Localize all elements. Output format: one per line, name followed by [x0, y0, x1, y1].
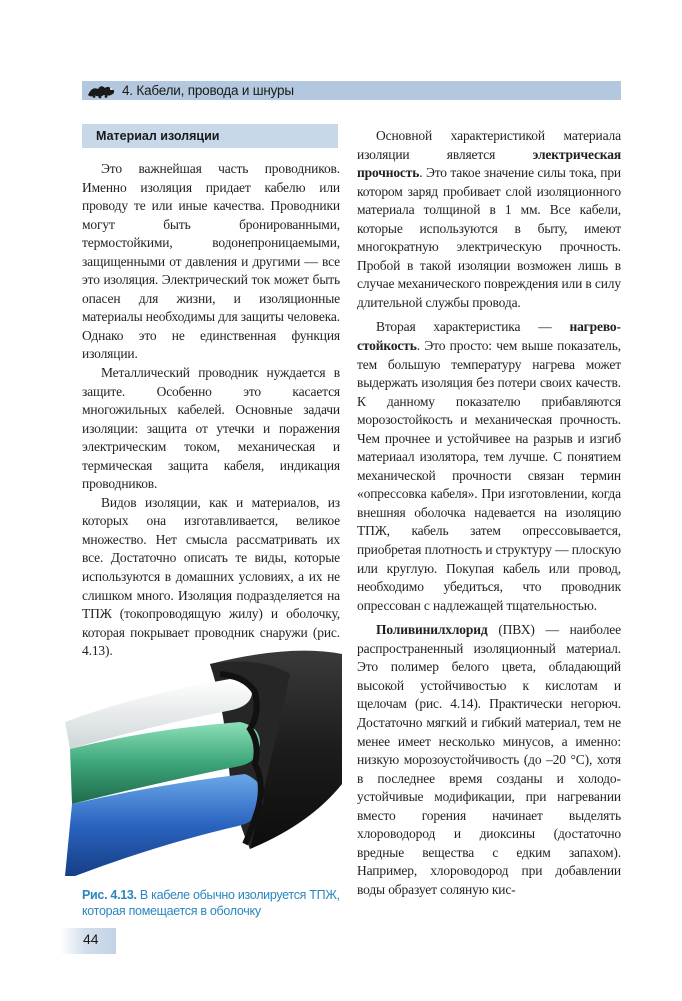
bold-term: электрическая прочность: [357, 146, 621, 181]
figure-label: Рис. 4.13.: [82, 888, 137, 902]
chapter-header-bar: [82, 81, 621, 100]
paragraph: [357, 318, 621, 615]
paragraph: Видов изоляции, как и материалов, из которых она изготавливается, великое множество. Нет смысла рассматривать их все. Достаточно описать те виды, которые используются в домашних условиях, а их не слишком много. Изоляция подразделяется на ТПЖ (токопроводящую жилу) и оболочку, которая покрывает проводник снаружи (рис. 4.13).: [82, 494, 340, 659]
text-run: Основной характеристикой материала изоляции является: [357, 128, 621, 162]
section-title: Материал изоляции: [96, 129, 220, 143]
caterpillar-icon: [86, 82, 116, 99]
paragraph: Это важнейшая часть проводников. Именно изоляция придает кабелю или проводу те или иные качества. Проводники могут быть бронированными, термостойкими, водонепроницаемыми, защищенными от давления и другими — все это изоляция. Электрический ток может быть опасен для жизни, и изоляционные материалы необходимы для защиты человека. Однако это не единственная функция изоляции.: [82, 161, 340, 362]
text-run: . Это просто: чем выше показатель, тем большую температуру нагрева может выдержать изоляция без потери своих качеств. К данному показателю прибавляются морозостойкость и механическая прочность. Чем прочнее и устойчивее на разрыв и изгиб материаал изолятора, тем лучше. С понятием механической прочности связан термин «опрессовка кабеля». При изготовлении, когда внешняя оболочка надевается на изоляцию ТПЖ, кабель затем опрессовывается, приобретая плотность и структуру — плоскую или круглую. Покупая кабель или провод, необходимо убедиться, что проводник опрессован с надлежащей тщательностью.: [357, 338, 621, 613]
figure-caption-text: В кабеле обычно изолируется ТПЖ, которая помещается в оболочку: [82, 888, 340, 918]
paragraph: Металлический проводник нуждается в защите. Особенно это касается многожильных кабелей. Основные задачи изоляции: защита от утечки и поражения электрическим током, механическая и термическая защита кабеля, индикация проводников.: [82, 365, 340, 492]
text-run: Вторая характеристика —: [376, 319, 570, 335]
paragraph: [357, 621, 621, 899]
bold-term: нагревостойкость: [357, 319, 621, 354]
paragraph: [357, 127, 621, 312]
bold-term: Поливинилхлорид: [376, 622, 488, 638]
right-column: [357, 127, 621, 899]
chapter-title: 4. Кабели, провода и шнуры: [122, 83, 294, 98]
cable-photo: [60, 634, 342, 876]
text-run: (ПВХ) — наиболее распространенный изоляционный материал. Это полимер белого цвета, обладающий высокой устойчивостью к кислотам и щелочам (рис. 4.14). Практически негорюч. Достаточно мягкий и гибкий материал, тем не менее имеет несколько минусов, а именно: низкую морозоустойчивость (до –20 °С), хотя в последнее время созданы и холодоустойчивые модификации, при нагревании вместо горения начинает выделять хлороводород и диоксины (достаточно вредные вещества с едким запахом). Например, хлороводород при добавлении воды образует соляную кис-: [357, 622, 621, 897]
left-column: [82, 160, 340, 661]
text-run: . Это такое значение силы тока, при котором заряд пробивает слой изоляционного материала толщиной в 1 мм. Все кабели, которые используются в быту, имеют многократную электрическую прочность. Пробой в такой изоляции возможен лишь в случае механического повреждения или в силу длительной службы провода.: [357, 165, 621, 310]
section-title-bar: [82, 124, 338, 148]
page-number: 44: [83, 931, 99, 947]
figure-caption: [82, 887, 344, 919]
